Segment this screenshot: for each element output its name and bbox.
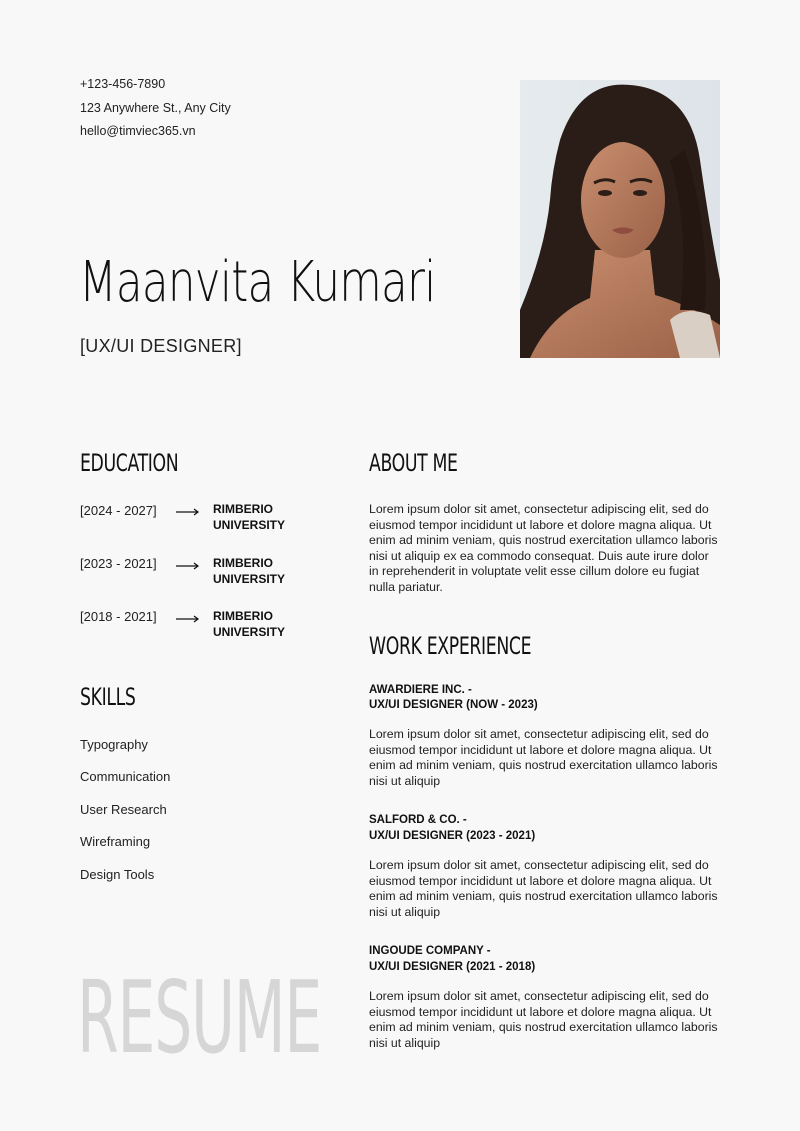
school-name-line1: RIMBERIO <box>213 502 273 516</box>
portrait-illustration <box>520 80 720 358</box>
skill-item: Communication <box>80 769 171 784</box>
job-position: UX/UI DESIGNER (NOW - 2023) <box>369 699 538 711</box>
school-name-line2: UNIVERSITY <box>213 624 286 639</box>
about-heading: ABOUT ME <box>369 449 458 477</box>
education-years: [2024 - 2027] <box>80 503 157 518</box>
school-name-line2: UNIVERSITY <box>213 517 286 532</box>
job-position: UX/UI DESIGNER (2021 - 2018) <box>369 961 536 973</box>
job-role: [UX/UI DESIGNER] <box>80 336 242 356</box>
school-name-line2: UNIVERSITY <box>213 571 286 586</box>
long-arrow-right-icon <box>176 614 200 624</box>
education-school <box>213 556 285 587</box>
work-heading: WORK EXPERIENCE <box>369 632 532 660</box>
skill-item: Design Tools <box>80 867 155 882</box>
job-position: UX/UI DESIGNER (2023 - 2021) <box>369 830 536 842</box>
skill-item: Wireframing <box>80 834 151 849</box>
education-heading: EDUCATION <box>80 449 179 477</box>
skills-heading: SKILLS <box>80 683 136 711</box>
contact-email[interactable]: hello@timviec365.vn <box>80 124 196 138</box>
contact-address: 123 Anywhere St., Any City <box>80 101 231 115</box>
person-name: Maanvita Kumari <box>79 250 436 315</box>
resume-watermark: RESUME <box>77 959 322 1076</box>
school-name-line1: RIMBERIO <box>213 556 273 570</box>
education-years: [2023 - 2021] <box>80 556 157 571</box>
long-arrow-right-icon <box>176 507 200 517</box>
job-company: SALFORD & CO. - <box>369 814 467 826</box>
skill-item: Typography <box>80 737 148 752</box>
education-school <box>213 609 285 640</box>
skill-item: User Research <box>80 802 167 817</box>
about-text: Lorem ipsum dolor sit amet, consectetur adipiscing elit, sed do eiusmod tempor incididunt ut labore et dolore magna aliqua. Ut enim ad minim veniam, quis nostrud exercitation ullamco laboris nisi ut aliquip ex ea commodo consequat. Duis aute irure dolor in reprehenderit in voluptate velit esse cillum dolore eu fugiat nulla pariatur. <box>369 502 718 594</box>
job-description: Lorem ipsum dolor sit amet, consectetur adipiscing elit, sed do eiusmod tempor incididunt ut labore et dolore magna aliqua. Ut enim ad minim veniam, quis nostrud exercitation ullamco laboris nisi ut aliquip <box>369 858 718 919</box>
school-name-line1: RIMBERIO <box>213 609 273 623</box>
job-description: Lorem ipsum dolor sit amet, consectetur adipiscing elit, sed do eiusmod tempor incididunt ut labore et dolore magna aliqua. Ut enim ad minim veniam, quis nostrud exercitation ullamco laboris nisi ut aliquip <box>369 727 718 788</box>
long-arrow-right-icon <box>176 561 200 571</box>
contact-phone: +123-456-7890 <box>80 77 166 91</box>
job-company: INGOUDE COMPANY - <box>369 945 491 957</box>
education-school <box>213 502 285 533</box>
portrait-photo <box>520 80 720 358</box>
job-company: AWARDIERE INC. - <box>369 684 472 696</box>
education-years: [2018 - 2021] <box>80 609 157 624</box>
job-description: Lorem ipsum dolor sit amet, consectetur adipiscing elit, sed do eiusmod tempor incididunt ut labore et dolore magna aliqua. Ut enim ad minim veniam, quis nostrud exercitation ullamco laboris nisi ut aliquip <box>369 989 718 1050</box>
